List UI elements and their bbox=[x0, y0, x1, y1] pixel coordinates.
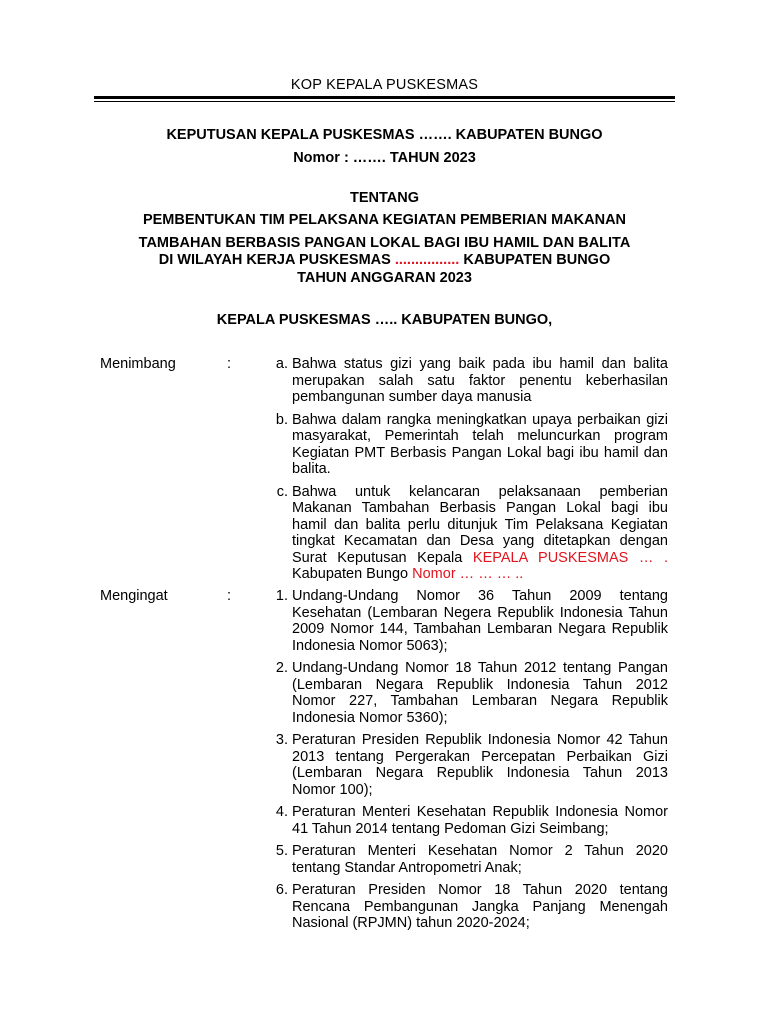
item-marker: a. bbox=[275, 356, 288, 372]
decree-number: Nomor : ……. TAHUN 2023 bbox=[293, 150, 476, 166]
item-marker: 2. bbox=[275, 660, 288, 676]
letterhead-placeholder: KOP KEPALA PUSKESMAS bbox=[290, 77, 479, 93]
item-text: Undang-Undang Nomor 18 Tahun 2012 tentang Pangan (Lembaran Negara Republik Indonesia Tahun 2012 Nomor 227, Tambahan Lembaran Negara Republik Indonesia Nomor 5360); bbox=[292, 660, 668, 726]
mengingat-list bbox=[268, 588, 668, 938]
menimbang-label: Menimbang bbox=[100, 356, 176, 372]
placeholder-nomor: Nomor … … … .. bbox=[412, 566, 524, 582]
item-marker: c. bbox=[276, 483, 288, 500]
list-item bbox=[268, 412, 668, 478]
issuing-official: KEPALA PUSKESMAS ….. KABUPATEN BUNGO, bbox=[216, 312, 553, 328]
item-text-a: Bahwa untuk kelancaran pelaksanaan pemberian Makanan Tambahan Berbasis Pangan Lokal bagi ibu hamil dan balita perlu ditunjuk Tim Pelaksana Kegiatan tingkat Kecamatan dan Desa yang ditetapkan dengan Surat Keputusan Kepala bbox=[292, 483, 668, 566]
item-text: Peraturan Menteri Kesehatan Republik Indonesia Nomor 41 Tahun 2014 tentang Pedoman Gizi Seimbang; bbox=[292, 804, 668, 837]
item-marker: 1. bbox=[275, 588, 288, 604]
menimbang-colon: : bbox=[227, 356, 232, 372]
item-text: Bahwa status gizi yang baik pada ibu hamil dan balita merupakan salah satu faktor penentu keberhasilan pembangunan sumber daya manusia bbox=[292, 356, 668, 405]
mengingat-colon: : bbox=[227, 588, 232, 604]
letterhead-rule-thin bbox=[94, 101, 675, 102]
list-item bbox=[268, 588, 668, 654]
item-text-b: Kabupaten Bungo bbox=[292, 566, 413, 582]
list-item bbox=[268, 804, 668, 837]
list-item bbox=[268, 843, 668, 876]
subject-line-4: TAHUN ANGGARAN 2023 bbox=[297, 270, 472, 286]
mengingat-label: Mengingat bbox=[100, 588, 168, 604]
item-marker: b. bbox=[275, 411, 288, 428]
list-item bbox=[268, 660, 668, 726]
subject-line-1: PEMBENTUKAN TIM PELAKSANA KEGIATAN PEMBERIAN MAKANAN bbox=[142, 212, 627, 228]
list-item bbox=[268, 882, 668, 932]
tentang-heading: TENTANG bbox=[349, 190, 419, 206]
item-marker: 3. bbox=[275, 732, 288, 748]
item-marker: 4. bbox=[275, 804, 288, 820]
subject-line-3 bbox=[94, 251, 675, 270]
list-item bbox=[268, 732, 668, 798]
item-text bbox=[292, 484, 668, 583]
subject-line-3-text-b: KABUPATEN BUNGO bbox=[459, 252, 611, 268]
placeholder-kepala-puskesmas: KEPALA PUSKESMAS … . bbox=[472, 549, 668, 566]
item-text: Peraturan Presiden Republik Indonesia Nomor 42 Tahun 2013 tentang Pergerakan Percepatan Perbaikan Gizi (Lembaran Negara Republik Indonesia Tahun 2013 Nomor 100); bbox=[292, 732, 668, 798]
item-text: Undang-Undang Nomor 36 Tahun 2009 tentang Kesehatan (Lembaran Negera Republik Indonesia Tahun 2009 Nomor 144, Tambahan Lembaran Negara Republik Indonesia Nomor 5063); bbox=[292, 588, 668, 654]
list-item bbox=[268, 484, 668, 583]
item-marker: 6. bbox=[275, 882, 288, 898]
subject-line-2: TAMBAHAN BERBASIS PANGAN LOKAL BAGI IBU HAMIL DAN BALITA bbox=[138, 235, 631, 251]
menimbang-list bbox=[268, 356, 668, 589]
item-marker: 5. bbox=[275, 843, 288, 859]
decree-title: KEPUTUSAN KEPALA PUSKESMAS ……. KABUPATEN BUNGO bbox=[166, 127, 603, 143]
item-text: Bahwa dalam rangka meningkatkan upaya perbaikan gizi masyarakat, Pemerintah telah meluncurkan program Kegiatan PMT Berbasis Pangan Lokal bagi ibu hamil dan balita. bbox=[292, 411, 668, 477]
letterhead-rule-thick bbox=[94, 96, 675, 99]
item-text: Peraturan Menteri Kesehatan Nomor 2 Tahun 2020 tentang Standar Antropometri Anak; bbox=[292, 843, 668, 876]
item-text: Peraturan Presiden Nomor 18 Tahun 2020 tentang Rencana Pembangunan Jangka Panjang Menengah Nasional (RPJMN) tahun 2020-2024; bbox=[292, 882, 668, 931]
list-item bbox=[268, 356, 668, 406]
subject-line-3-text-a: DI WILAYAH KERJA PUSKESMAS bbox=[158, 252, 395, 268]
puskesmas-name-placeholder: ................ bbox=[394, 252, 460, 268]
